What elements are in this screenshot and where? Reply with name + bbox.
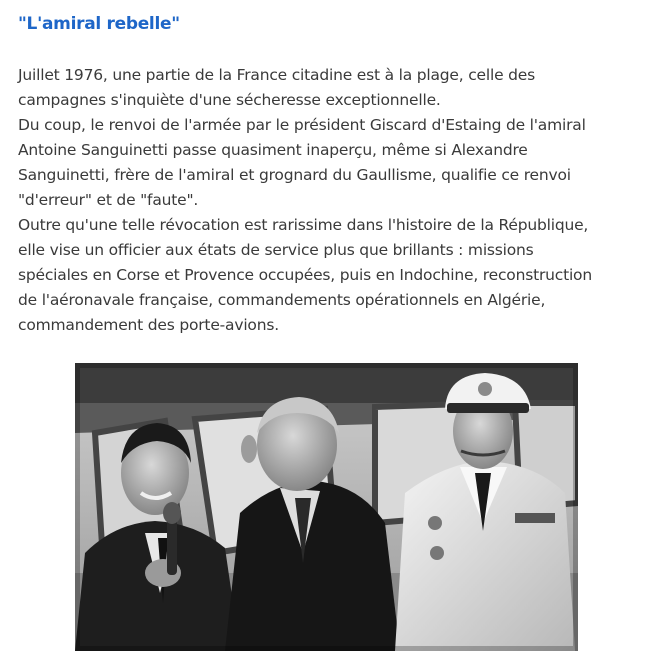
article bbox=[18, 12, 638, 334]
body-line: de l'aéronavale française, commandements opérationnels en Algérie, bbox=[18, 291, 546, 309]
article-body bbox=[18, 63, 638, 338]
body-line: Antoine Sanguinetti passe quasiment inaperçu, même si Alexandre bbox=[18, 141, 528, 159]
body-line: commandement des porte-avions. bbox=[18, 316, 279, 334]
body-line: spéciales en Corse et Provence occupées, puis en Indochine, reconstruction bbox=[18, 266, 592, 284]
body-line: Juillet 1976, une partie de la France citadine est à la plage, celle des bbox=[18, 66, 535, 84]
body-line: Du coup, le renvoi de l'armée par le président Giscard d'Estaing de l'amiral bbox=[18, 116, 586, 134]
body-line: "d'erreur" et de "faute". bbox=[18, 191, 199, 209]
body-line: elle vise un officier aux états de service plus que brillants : missions bbox=[18, 241, 534, 259]
body-line: Sanguinetti, frère de l'amiral et grognard du Gaullisme, qualifie ce renvoi bbox=[18, 166, 571, 184]
body-line: Outre qu'une telle révocation est rarissime dans l'histoire de la République, bbox=[18, 216, 589, 234]
photo-illustration bbox=[75, 363, 578, 651]
article-photo bbox=[75, 363, 578, 651]
article-title: "L'amiral rebelle" bbox=[18, 14, 180, 34]
medal-ribbons bbox=[515, 513, 555, 523]
body-line: campagnes s'inquiète d'une sécheresse exceptionnelle. bbox=[18, 91, 441, 109]
